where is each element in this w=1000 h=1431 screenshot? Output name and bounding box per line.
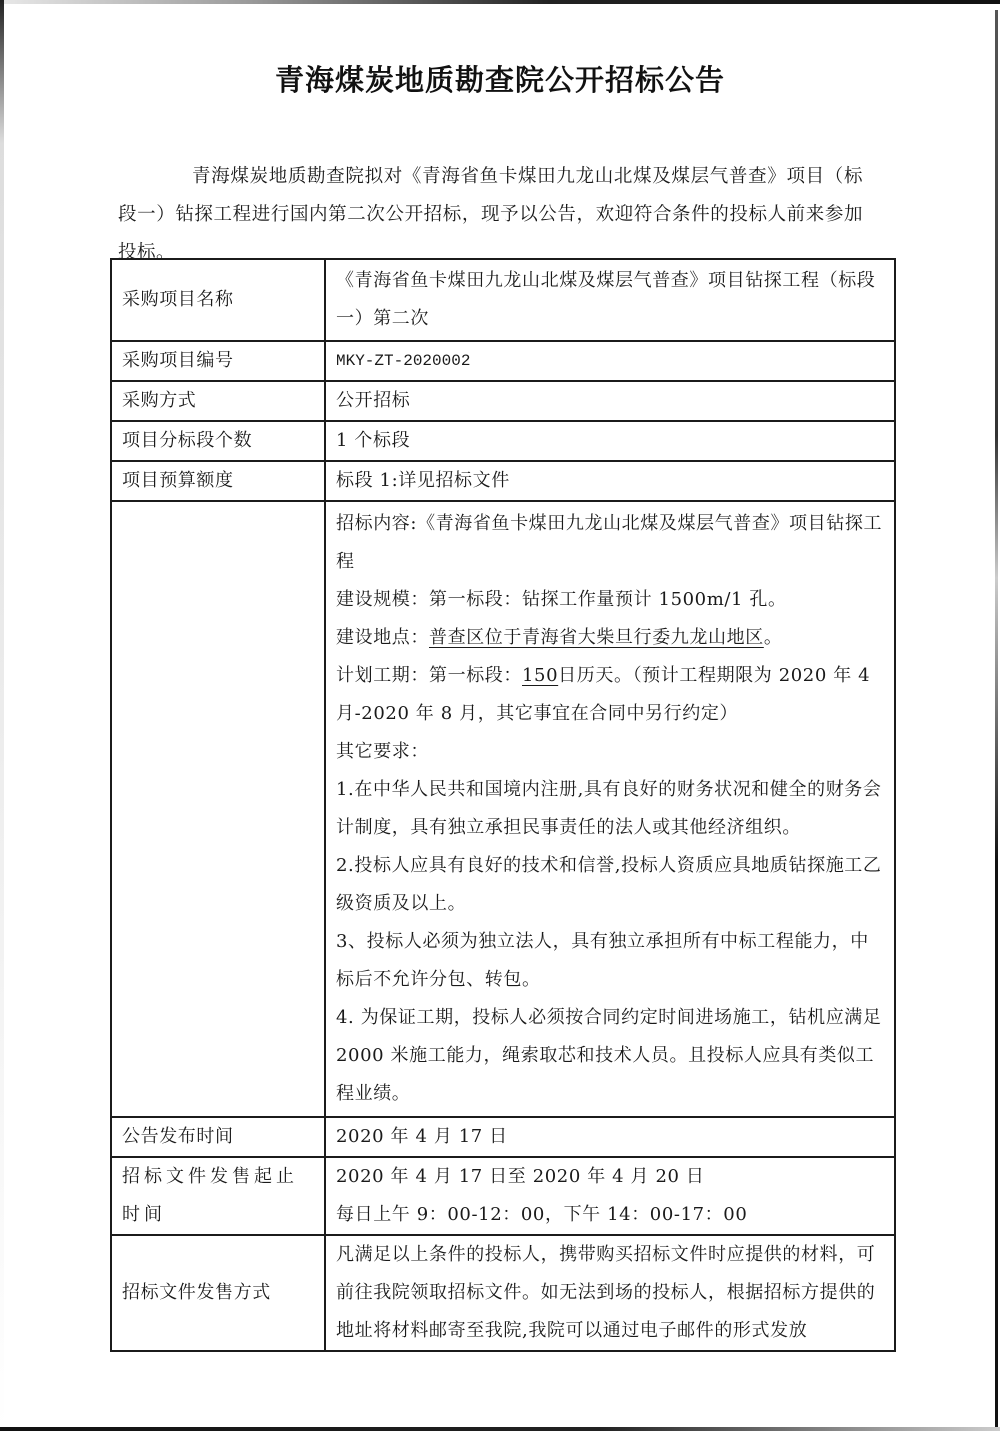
intro-paragraph: 青海煤炭地质勘查院拟对《青海省鱼卡煤田九龙山北煤及煤层气普查》项目（标段一）钻探工程进行国内第二次公开招标，现予以公告，欢迎符合条件的投标人前来参加投标。 bbox=[118, 166, 863, 263]
table-row-lot-count bbox=[111, 421, 895, 461]
schedule-suffix: 日历天。（预计工程期限为 2020 年 4 月-2020 年 8 月，其它事宜在合同中另行约定） bbox=[336, 665, 871, 724]
publish-time-value: 2020 年 4 月 17 日 bbox=[325, 1117, 895, 1157]
table-row-project-name bbox=[111, 259, 895, 341]
construction-location bbox=[336, 619, 884, 657]
schedule-prefix: 计划工期：第一标段： bbox=[336, 665, 522, 686]
details-value bbox=[325, 501, 895, 1117]
scan-edge-bottom bbox=[0, 1427, 1000, 1431]
construction-scale: 建设规模：第一标段：钻探工作量预计 1500m/1 孔。 bbox=[336, 589, 787, 610]
planned-schedule bbox=[336, 657, 884, 733]
table-row-sale-period bbox=[111, 1157, 895, 1235]
project-name-label: 采购项目名称 bbox=[111, 259, 325, 341]
requirement-item: 3、投标人必须为独立法人，具有独立承担所有中标工程能力，中标后不允许分包、转包。 bbox=[336, 931, 869, 990]
sale-period-label: 招标文件发售起止时间 bbox=[111, 1157, 325, 1235]
sale-method-value: 凡满足以上条件的投标人，携带购买招标文件时应提供的材料，可前往我院领取招标文件。如无法到场的投标人，根据招标方提供的地址将材料邮寄至我院,我院可以通过电子邮件的形式发放 bbox=[325, 1235, 895, 1351]
sale-period-value bbox=[325, 1157, 895, 1235]
project-name-value: 《青海省鱼卡煤田九龙山北煤及煤层气普查》项目钻探工程（标段一）第二次 bbox=[325, 259, 895, 341]
requirement-item: 1.在中华人民共和国境内注册,具有良好的财务状况和健全的财务会计制度，具有独立承担民事责任的法人或其他经济组织。 bbox=[336, 779, 882, 838]
details-label bbox=[111, 501, 325, 1117]
schedule-days: 150 bbox=[522, 665, 559, 686]
sale-period-hours: 每日上午 9：00-12：00，下午 14：00-17：00 bbox=[336, 1204, 748, 1225]
location-prefix: 建设地点： bbox=[336, 627, 429, 648]
procurement-method-value: 公开招标 bbox=[325, 381, 895, 421]
lot-count-value: 1 个标段 bbox=[325, 421, 895, 461]
table-row-publish-time bbox=[111, 1117, 895, 1157]
procurement-method-label: 采购方式 bbox=[111, 381, 325, 421]
table-row-details bbox=[111, 501, 895, 1117]
table-row-budget bbox=[111, 461, 895, 501]
scan-edge-right bbox=[995, 10, 998, 1430]
document-title: 青海煤炭地质勘查院公开招标公告 bbox=[274, 63, 725, 97]
location-suffix: 。 bbox=[763, 627, 783, 648]
scan-edge-left bbox=[0, 0, 4, 1431]
other-requirements-heading: 其它要求： bbox=[336, 741, 429, 762]
budget-label: 项目预算额度 bbox=[111, 461, 325, 501]
scan-edge-top bbox=[0, 0, 1000, 4]
table-row-procurement-method bbox=[111, 381, 895, 421]
project-code-value: MKY-ZT-2020002 bbox=[325, 341, 895, 381]
sale-method-label: 招标文件发售方式 bbox=[111, 1235, 325, 1351]
table-row-project-code bbox=[111, 341, 895, 381]
tender-info-table bbox=[110, 258, 896, 1352]
budget-value: 标段 1:详见招标文件 bbox=[325, 461, 895, 501]
lot-count-label: 项目分标段个数 bbox=[111, 421, 325, 461]
sale-period-dates: 2020 年 4 月 17 日至 2020 年 4 月 20 日 bbox=[336, 1166, 705, 1187]
requirement-item: 2.投标人应具有良好的技术和信誉,投标人资质应具地质钻探施工乙级资质及以上。 bbox=[336, 855, 882, 914]
location-text: 普查区位于青海省大柴旦行委九龙山地区 bbox=[429, 627, 764, 648]
table-row-sale-method bbox=[111, 1235, 895, 1351]
project-code-label: 采购项目编号 bbox=[111, 341, 325, 381]
publish-time-label: 公告发布时间 bbox=[111, 1117, 325, 1157]
tender-content: 招标内容:《青海省鱼卡煤田九龙山北煤及煤层气普查》项目钻探工程 bbox=[336, 513, 883, 572]
requirement-item: 4. 为保证工期，投标人必须按合同约定时间进场施工，钻机应满足 2000 米施工能力，绳索取芯和技术人员。且投标人应具有类似工程业绩。 bbox=[336, 1007, 882, 1104]
